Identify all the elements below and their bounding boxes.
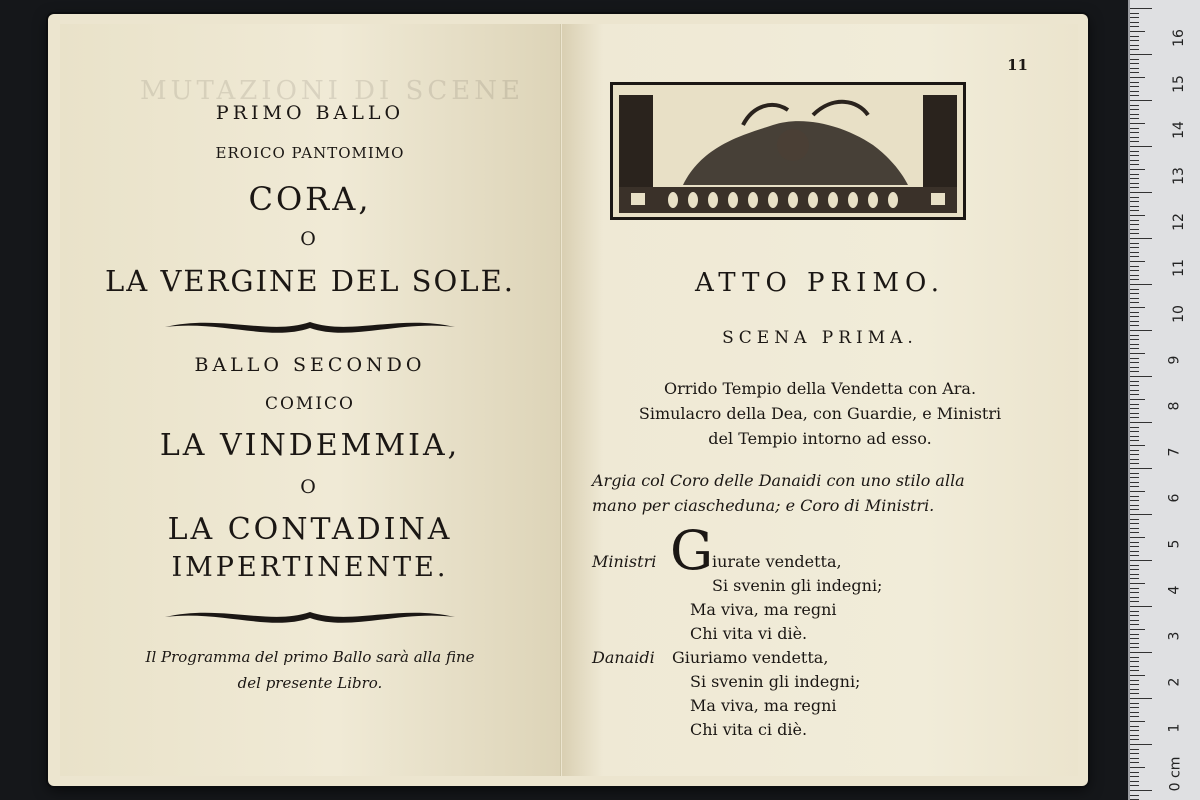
ruler-number: 13 bbox=[1170, 167, 1187, 185]
ruler-tick bbox=[1130, 22, 1139, 23]
verse2-line2: Si svenin gli indegni; bbox=[690, 672, 861, 691]
ruler-tick bbox=[1130, 174, 1139, 175]
ruler-tick bbox=[1130, 100, 1152, 101]
ruler-tick bbox=[1130, 670, 1139, 671]
ruler-tick bbox=[1130, 726, 1139, 727]
ruler-tick bbox=[1130, 413, 1139, 414]
ornamental-rule-2 bbox=[160, 604, 460, 630]
ruler-tick bbox=[1130, 141, 1139, 142]
ruler-tick bbox=[1130, 624, 1139, 625]
ruler-number: 9 bbox=[1166, 355, 1183, 365]
ruler-tick bbox=[1130, 657, 1139, 658]
ruler-tick bbox=[1130, 49, 1139, 50]
ruler-tick bbox=[1130, 348, 1139, 349]
ornamental-rule-1 bbox=[160, 314, 460, 340]
ruler-tick bbox=[1130, 519, 1139, 520]
ruler-tick bbox=[1130, 358, 1139, 359]
drop-cap: G bbox=[670, 519, 714, 582]
ruler-tick bbox=[1130, 192, 1152, 193]
ruler-tick bbox=[1130, 611, 1139, 612]
verse2-line3: Ma viva, ma regni bbox=[690, 696, 837, 715]
ruler-tick bbox=[1130, 597, 1139, 598]
ruler-tick bbox=[1130, 229, 1139, 230]
ruler-tick bbox=[1130, 661, 1139, 662]
ruler-tick bbox=[1130, 279, 1139, 280]
ruler-tick bbox=[1130, 54, 1152, 55]
ruler-tick bbox=[1130, 233, 1139, 234]
ruler-number: 10 bbox=[1170, 305, 1187, 323]
ruler-tick bbox=[1130, 302, 1139, 303]
primo-ballo-subtitle: EROICO PANTOMIMO bbox=[215, 144, 405, 162]
ruler-tick bbox=[1130, 551, 1139, 552]
ruler-tick bbox=[1130, 583, 1145, 584]
setting-line1: Orrido Tempio della Vendetta con Ara. bbox=[663, 379, 977, 398]
ruler-tick bbox=[1130, 252, 1139, 253]
ruler-tick bbox=[1130, 114, 1139, 115]
headpiece-illustration bbox=[613, 85, 963, 217]
ballo-secondo-title: BALLO SECONDO bbox=[194, 354, 426, 376]
ruler-tick bbox=[1130, 40, 1139, 41]
ruler-tick bbox=[1130, 325, 1139, 326]
setting-line3: del Tempio intorno ad esso. bbox=[708, 429, 932, 448]
speaker-ministri: Ministri bbox=[592, 552, 657, 571]
ruler-tick bbox=[1130, 744, 1152, 745]
ruler-tick bbox=[1130, 261, 1145, 262]
ruler-tick bbox=[1130, 13, 1139, 14]
ruler-tick bbox=[1130, 776, 1139, 777]
ruler-tick bbox=[1130, 63, 1139, 64]
ruler-tick bbox=[1130, 247, 1139, 248]
ruler-tick bbox=[1130, 546, 1139, 547]
ruler-tick bbox=[1130, 215, 1145, 216]
ruler-tick bbox=[1130, 187, 1139, 188]
ruler-tick bbox=[1130, 785, 1139, 786]
ruler-tick bbox=[1130, 95, 1139, 96]
ruler-tick bbox=[1130, 473, 1139, 474]
cora-title: CORA, bbox=[248, 180, 372, 218]
ruler-tick bbox=[1130, 716, 1139, 717]
ruler-tick bbox=[1130, 26, 1139, 27]
ruler-tick bbox=[1130, 440, 1139, 441]
ruler-tick bbox=[1130, 169, 1145, 170]
ruler-tick bbox=[1130, 647, 1139, 648]
atto-primo-title: ATTO PRIMO. bbox=[694, 268, 946, 298]
stage-direction-line1: Argia col Coro delle Danaidi con uno stilo alla bbox=[592, 471, 965, 490]
ruler-number: 4 bbox=[1166, 585, 1183, 595]
ruler-tick bbox=[1130, 376, 1152, 377]
ruler-tick bbox=[1130, 321, 1139, 322]
ruler-tick bbox=[1130, 68, 1139, 69]
ruler-tick bbox=[1130, 155, 1139, 156]
ruler-tick bbox=[1130, 578, 1139, 579]
ruler-tick bbox=[1130, 482, 1139, 483]
ornamental-headpiece bbox=[610, 82, 966, 220]
right-page bbox=[562, 24, 1078, 776]
ruler-tick bbox=[1130, 505, 1139, 506]
ruler-tick bbox=[1130, 790, 1152, 791]
ruler-tick bbox=[1130, 183, 1139, 184]
left-page bbox=[60, 24, 561, 776]
vindemmia-title: LA VINDEMMIA, bbox=[159, 428, 461, 463]
ruler-tick bbox=[1130, 394, 1139, 395]
ruler-tick bbox=[1130, 758, 1139, 759]
ruler-tick bbox=[1130, 335, 1139, 336]
ruler-tick bbox=[1130, 381, 1139, 382]
verse2-line4: Chi vita ci diè. bbox=[690, 720, 808, 739]
ruler-tick bbox=[1130, 362, 1139, 363]
ruler-tick bbox=[1130, 588, 1139, 589]
ruler-tick bbox=[1130, 762, 1139, 763]
ruler-tick bbox=[1130, 197, 1139, 198]
ruler-tick bbox=[1130, 266, 1139, 267]
ruler-tick bbox=[1130, 463, 1139, 464]
ruler-tick bbox=[1130, 666, 1139, 667]
ruler-tick bbox=[1130, 201, 1139, 202]
ruler-number: 6 bbox=[1166, 493, 1183, 503]
ruler-tick bbox=[1130, 698, 1152, 699]
ruler-tick bbox=[1130, 615, 1139, 616]
ruler-tick bbox=[1130, 109, 1139, 110]
ruler-tick bbox=[1130, 500, 1139, 501]
ruler-tick bbox=[1130, 707, 1139, 708]
ruler-tick bbox=[1130, 772, 1139, 773]
ruler-tick bbox=[1130, 427, 1139, 428]
ruler-tick bbox=[1130, 220, 1139, 221]
ruler-tick bbox=[1130, 496, 1139, 497]
verse1-line2: Si svenin gli indegni; bbox=[712, 576, 883, 595]
ruler-tick bbox=[1130, 224, 1139, 225]
ruler-tick bbox=[1130, 72, 1139, 73]
ruler-tick bbox=[1130, 118, 1139, 119]
ruler-tick bbox=[1130, 652, 1152, 653]
ruler-tick bbox=[1130, 371, 1139, 372]
ruler-tick bbox=[1130, 128, 1139, 129]
ruler-tick bbox=[1130, 422, 1152, 423]
ruler-tick bbox=[1130, 436, 1139, 437]
ruler-tick bbox=[1130, 160, 1139, 161]
ruler-tick bbox=[1130, 86, 1139, 87]
ruler-tick bbox=[1130, 105, 1139, 106]
ruler-tick bbox=[1130, 620, 1139, 621]
comico-subtitle: COMICO bbox=[264, 394, 355, 414]
ruler-tick bbox=[1130, 330, 1152, 331]
ruler-number: 5 bbox=[1166, 539, 1183, 549]
ruler-tick bbox=[1130, 643, 1139, 644]
programma-note-line2: del presente Libro. bbox=[237, 674, 383, 692]
connector-o-1: O bbox=[300, 228, 320, 250]
ruler-tick bbox=[1130, 17, 1139, 18]
ruler-number: 7 bbox=[1166, 447, 1183, 457]
ruler-tick bbox=[1130, 408, 1139, 409]
ruler-tick bbox=[1130, 316, 1139, 317]
vergine-del-sole-title: LA VERGINE DEL SOLE. bbox=[105, 264, 515, 298]
ruler-tick bbox=[1130, 537, 1145, 538]
ruler-tick bbox=[1130, 385, 1139, 386]
ruler-tick bbox=[1130, 454, 1139, 455]
ruler-tick bbox=[1130, 146, 1152, 147]
ruler-tick bbox=[1130, 289, 1139, 290]
ruler-number: 11 bbox=[1170, 259, 1187, 277]
ruler-tick bbox=[1130, 555, 1139, 556]
verse1-line4: Chi vita vi diè. bbox=[690, 624, 808, 643]
ruler-tick bbox=[1130, 634, 1139, 635]
ruler-tick bbox=[1130, 445, 1145, 446]
ruler-tick bbox=[1130, 137, 1139, 138]
ruler-tick bbox=[1130, 629, 1145, 630]
ruler-number: 8 bbox=[1166, 401, 1183, 411]
ruler-tick bbox=[1130, 82, 1139, 83]
ruler-tick bbox=[1130, 404, 1139, 405]
ruler-tick bbox=[1130, 767, 1145, 768]
ruler-tick bbox=[1130, 275, 1139, 276]
ruler-tick bbox=[1130, 721, 1145, 722]
ruler-tick bbox=[1130, 477, 1139, 478]
ruler-number: 14 bbox=[1170, 121, 1187, 139]
ruler-tick bbox=[1130, 560, 1152, 561]
ruler-tick bbox=[1130, 753, 1139, 754]
ruler-number: 1 bbox=[1166, 723, 1183, 733]
ruler-tick bbox=[1130, 689, 1139, 690]
ruler-number: 12 bbox=[1170, 213, 1187, 231]
verse1-line1: iurate vendetta, bbox=[712, 552, 842, 571]
measurement-ruler bbox=[1128, 0, 1200, 800]
ruler-tick bbox=[1130, 45, 1139, 46]
ruler-tick bbox=[1130, 509, 1139, 510]
ruler-tick bbox=[1130, 459, 1139, 460]
ruler-tick bbox=[1130, 730, 1139, 731]
ruler-tick bbox=[1130, 606, 1152, 607]
ruler-tick bbox=[1130, 781, 1139, 782]
ruler-tick bbox=[1130, 164, 1139, 165]
ruler-tick bbox=[1130, 532, 1139, 533]
ruler-tick bbox=[1130, 675, 1145, 676]
scena-prima-title: SCENA PRIMA. bbox=[722, 328, 918, 348]
stage-direction-line2: mano per ciascheduna; e Coro di Ministri. bbox=[592, 496, 935, 515]
ruler-tick bbox=[1130, 491, 1145, 492]
impertinente-title: IMPERTINENTE. bbox=[171, 552, 449, 583]
open-book bbox=[48, 14, 1088, 786]
ruler-tick bbox=[1130, 210, 1139, 211]
ruler-tick bbox=[1130, 270, 1139, 271]
ruler-tick bbox=[1130, 399, 1145, 400]
ruler-tick bbox=[1130, 468, 1152, 469]
ruler-tick bbox=[1130, 238, 1152, 239]
ruler-tick bbox=[1130, 693, 1139, 694]
ruler-tick bbox=[1130, 390, 1139, 391]
ruler-tick bbox=[1130, 523, 1139, 524]
ruler-tick bbox=[1130, 703, 1139, 704]
ruler-tick bbox=[1130, 243, 1139, 244]
ruler-tick bbox=[1130, 367, 1139, 368]
ruler-tick bbox=[1130, 739, 1139, 740]
ruler-tick bbox=[1130, 59, 1139, 60]
ruler-tick bbox=[1130, 592, 1139, 593]
ruler-tick bbox=[1130, 298, 1139, 299]
ruler-tick bbox=[1130, 8, 1152, 9]
ruler-tick bbox=[1130, 284, 1152, 285]
verse2-line1: Giuriamo vendetta, bbox=[672, 648, 829, 667]
ruler-tick bbox=[1130, 256, 1139, 257]
ruler-number: 15 bbox=[1170, 75, 1187, 93]
ruler-number: 16 bbox=[1170, 29, 1187, 47]
programma-note-line1: Il Programma del primo Ballo sarà alla fine bbox=[145, 648, 475, 666]
ruler-tick bbox=[1130, 574, 1139, 575]
ruler-tick bbox=[1130, 749, 1139, 750]
ruler-tick bbox=[1130, 450, 1139, 451]
ruler-tick bbox=[1130, 514, 1152, 515]
verse1-line3: Ma viva, ma regni bbox=[690, 600, 837, 619]
ruler-number: 3 bbox=[1166, 631, 1183, 641]
contadina-title: LA CONTADINA bbox=[167, 512, 453, 547]
ruler-tick bbox=[1130, 712, 1139, 713]
ruler-tick bbox=[1130, 417, 1139, 418]
ruler-tick bbox=[1130, 431, 1139, 432]
setting-line2: Simulacro della Dea, con Guardie, e Ministri bbox=[638, 404, 1002, 423]
ruler-number: 2 bbox=[1166, 677, 1183, 687]
ruler-tick bbox=[1130, 206, 1139, 207]
ruler-number: 0 cm bbox=[1167, 756, 1184, 792]
ruler-tick bbox=[1130, 684, 1139, 685]
show-through-text: MUTAZIONI DI SCENE bbox=[140, 76, 524, 106]
ruler-tick bbox=[1130, 542, 1139, 543]
ruler-tick bbox=[1130, 339, 1139, 340]
ruler-tick bbox=[1130, 132, 1139, 133]
ruler-tick bbox=[1130, 565, 1139, 566]
page-number: 11 bbox=[1007, 56, 1028, 74]
ruler-tick bbox=[1130, 91, 1139, 92]
ruler-tick bbox=[1130, 31, 1145, 32]
ruler-tick bbox=[1130, 77, 1145, 78]
ruler-tick bbox=[1130, 123, 1145, 124]
speaker-danaidi: Danaidi bbox=[592, 648, 655, 667]
ruler-tick bbox=[1130, 569, 1139, 570]
ruler-tick bbox=[1130, 312, 1139, 313]
ruler-tick bbox=[1130, 601, 1139, 602]
ruler-tick bbox=[1130, 293, 1139, 294]
ruler-tick bbox=[1130, 353, 1145, 354]
ruler-tick bbox=[1130, 344, 1139, 345]
ruler-tick bbox=[1130, 36, 1139, 37]
ruler-tick bbox=[1130, 307, 1145, 308]
ruler-tick bbox=[1130, 795, 1139, 796]
primo-ballo-title: PRIMO BALLO bbox=[215, 102, 405, 124]
ruler-tick bbox=[1130, 528, 1139, 529]
ruler-tick bbox=[1130, 680, 1139, 681]
connector-o-2: O bbox=[300, 476, 320, 498]
ruler-tick bbox=[1130, 151, 1139, 152]
ruler-tick bbox=[1130, 638, 1139, 639]
ruler-tick bbox=[1130, 486, 1139, 487]
ruler-tick bbox=[1130, 178, 1139, 179]
ruler-tick bbox=[1130, 735, 1139, 736]
